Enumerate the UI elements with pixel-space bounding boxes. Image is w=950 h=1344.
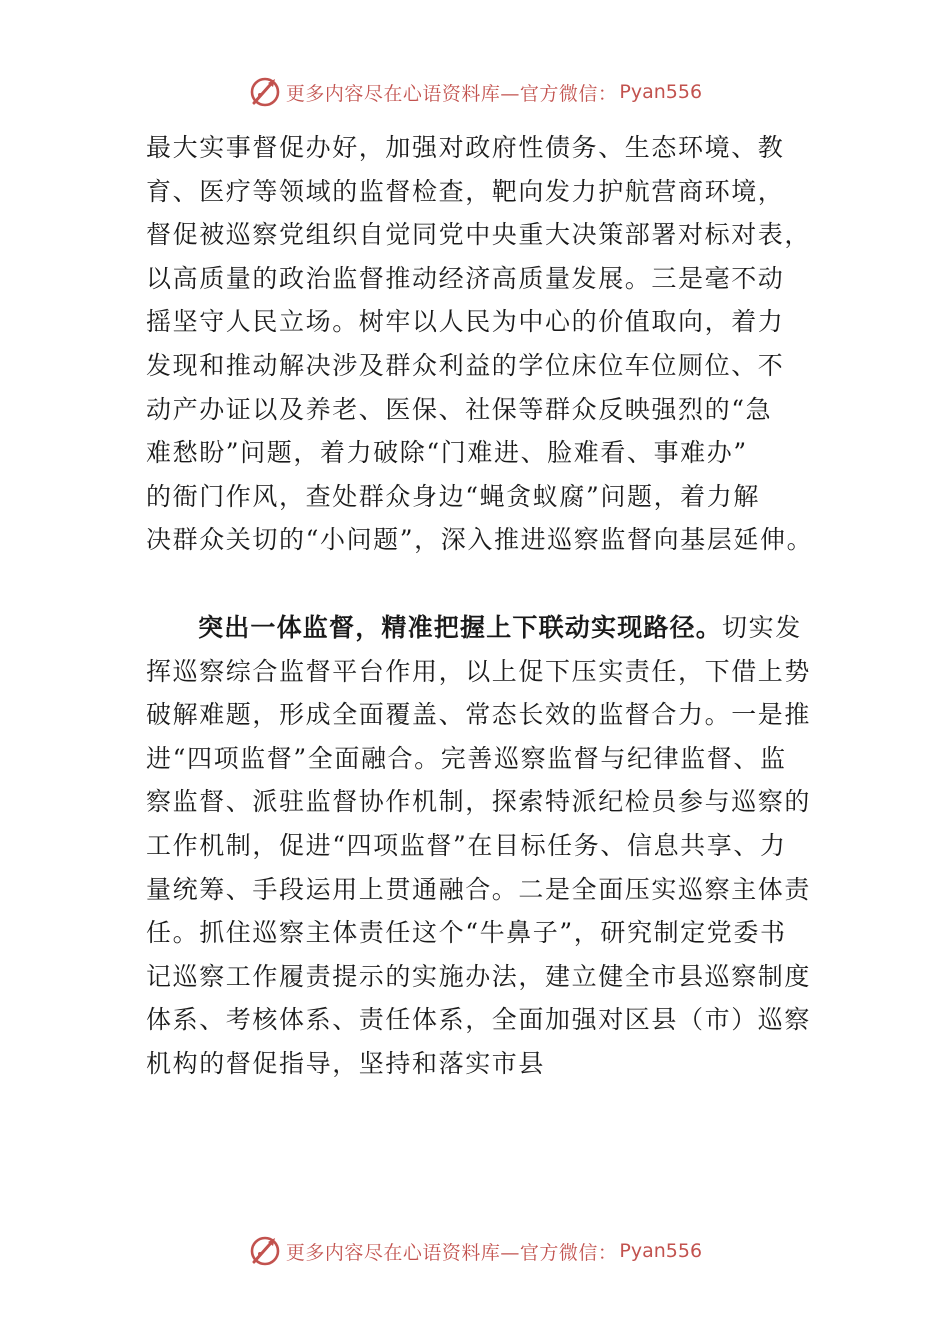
text-line: 工作机制，促进“四项监督”在目标任务、信息共享、力 <box>146 830 787 860</box>
text-line: 察监督、派驻监督协作机制，探索特派纪检员参与巡察的 <box>146 787 812 817</box>
text-line: 任。抓住巡察主体责任这个“牛鼻子”，研究制定党委书 <box>146 918 787 948</box>
banner-text: 更多内容尽在心语资料库—官方微信： <box>285 82 618 105</box>
text-line-first <box>146 606 826 650</box>
pen-circle-logo-icon <box>248 1234 282 1268</box>
text-line: 量统筹、手段运用上贯通融合。二是全面压实巡察主体责 <box>146 874 812 904</box>
document-body <box>146 126 826 1085</box>
text-line: 破解难题，形成全面覆盖、常态长效的监督合力。一是推 <box>146 700 812 730</box>
text-line: 记巡察工作履责提示的实施办法，建立健全市县巡察制度 <box>146 961 812 991</box>
text-line: 动产办证以及养老、医保、社保等群众反映强烈的“急 <box>146 394 773 424</box>
text-line: 督促被巡察党组织自觉同党中央重大决策部署对标对表， <box>146 220 812 250</box>
banner-text: 更多内容尽在心语资料库—官方微信： <box>285 1241 618 1264</box>
header-banner <box>0 70 950 114</box>
text-line: 发现和推动解决涉及群众利益的学位床位车位厕位、不 <box>146 350 785 380</box>
text-line: 体系、考核体系、责任体系，全面加强对区县（市）巡察 <box>146 1005 812 1035</box>
text-line: 的衙门作风，查处群众身边“蝇贪蚁腐”问题，着力解 <box>146 481 760 511</box>
text-line: 育、医疗等领域的监督检查，靶向发力护航营商环境， <box>146 176 785 206</box>
banner-wechat-id: Pyan556 <box>619 1240 703 1262</box>
text-line: 进“四项监督”全面融合。完善巡察监督与纪律监督、监 <box>146 743 787 773</box>
text-line: 挥巡察综合监督平台作用，以上促下压实责任，下借上势 <box>146 656 812 686</box>
text-line: 以高质量的政治监督推动经济高质量发展。三是毫不动 <box>146 263 785 293</box>
text-line: 决群众关切的“小问题”，深入推进巡察监督向基层延伸。 <box>146 525 814 555</box>
banner-wechat-id: Pyan556 <box>619 81 703 103</box>
paragraph-2 <box>146 606 826 1086</box>
paragraph-spacer <box>146 562 826 606</box>
text-line: 摇坚守人民立场。树牢以人民为中心的价值取向，着力 <box>146 307 785 337</box>
footer-banner <box>0 1229 950 1273</box>
text-line: 难愁盼”问题，着力破除“门难进、脸难看、事难办” <box>146 438 748 468</box>
text-line: 最大实事督促办好，加强对政府性债务、生态环境、教 <box>146 133 785 162</box>
pen-circle-logo-icon <box>248 75 282 109</box>
heading-continuation: 切实发 <box>722 612 802 642</box>
text-line: 机构的督促指导，坚持和落实市县 <box>146 1048 546 1078</box>
paragraph-heading: 突出一体监督，精准把握上下联动实现路径。 <box>198 612 723 642</box>
paragraph-1 <box>146 126 826 562</box>
